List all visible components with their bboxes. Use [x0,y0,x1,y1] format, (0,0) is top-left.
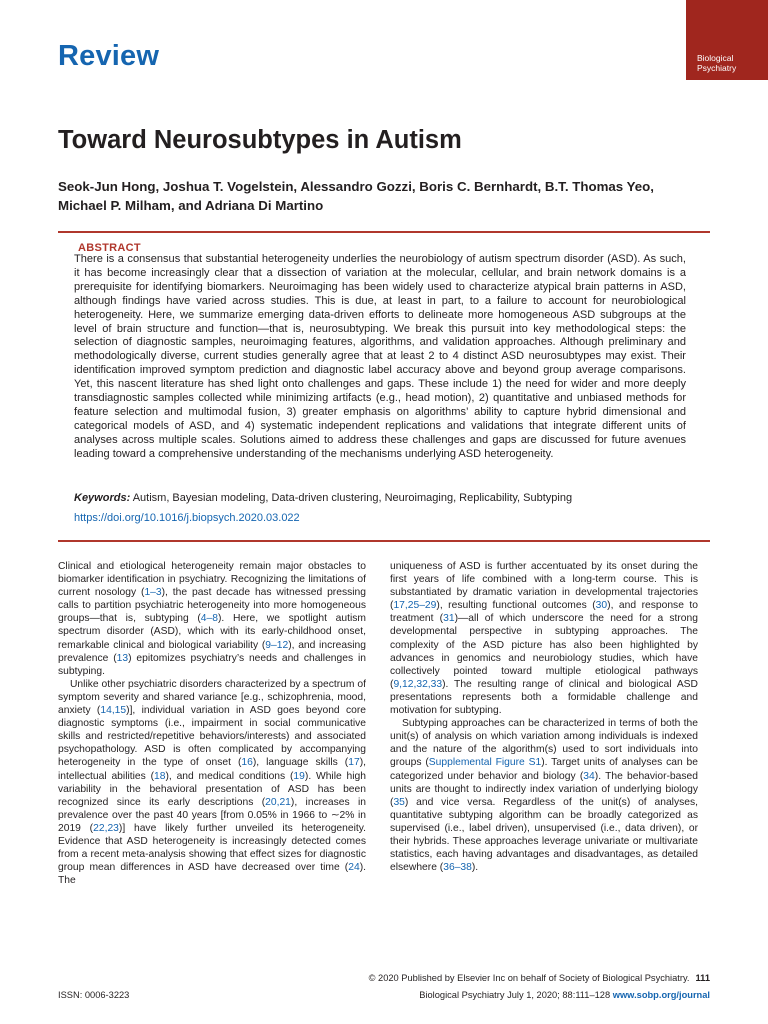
citation-link[interactable]: 31 [443,613,455,625]
citation-link[interactable]: 14,15 [100,705,127,717]
body-paragraph: Subtyping approaches can be characterized in terms of both the unit(s) of analysis on which variation among individuals is indexed and the nature of the algorithm(s) used to sort individuals into groups (Supplemental Figure S1). Target units of analyses can be categorized under behavior and biology (34). The behavior-based units are thought to indirectly index variation of underlying biology (35) and vice versa. Regardless of the unit(s) of analyses, quantitative subtyping algorithm can be broadly categorized as supervised (i.e., label driven), unsupervised (i.e., data driven), or their hybrids. These approaches leverage univariate or multivariate statistics, each having advantages and disadvantages, as detailed elsewhere (36–38). [390,718,698,874]
abstract-bottom-rule [58,540,710,542]
body-column-right [390,560,698,874]
journal-citation [419,990,710,1000]
citation-link[interactable]: 34 [583,770,595,782]
page-number: 111 [695,973,710,983]
citation-link[interactable]: 4–8 [200,613,218,625]
citation-link[interactable]: 19 [293,770,305,782]
issn: ISSN: 0006-3223 [58,990,130,1000]
authors-line-2: Michael P. Milham, and Adriana Di Martino [58,198,324,213]
copyright-line [369,973,710,983]
journal-url-link[interactable]: www.sobp.org/journal [612,990,710,1000]
authors-line-1: Seok-Jun Hong, Joshua T. Vogelstein, Alessandro Gozzi, Boris C. Bernhardt, B.T. Thomas Yeo, [58,179,655,194]
copyright-text: © 2020 Published by Elsevier Inc on behalf of Society of Biological Psychiatry. [368,973,690,983]
citation-link[interactable]: 16 [241,757,253,769]
citation-link[interactable]: 1–3 [144,587,162,599]
keywords-label: Keywords: [74,492,131,504]
citation-link[interactable]: 24 [348,862,360,874]
body-paragraph: Clinical and etiological heterogeneity remain major obstacles to biomarker identification in psychiatry. Recognizing the limitations of current nosology (1–3), the past decade has witnessed pressing calls to partition psychiatric heterogeneity into more homogeneous groups—that is, subtyping (4–8). Here, we spotlight autism spectrum disorder (ASD), which with its early-childhood onset, remarkable clinical and biological variability (9–12), and increasing prevalence (13) epitomizes psychiatry’s needs and challenges in subtyping. [58,561,366,677]
supplemental-figure-link[interactable]: Supplemental Figure S1 [428,757,542,769]
journal-badge-line1: Biological [697,53,734,63]
body-paragraph: uniqueness of ASD is further accentuated by its onset during the first years of life combined with a long-term course. This is substantiated by dramatic variation in developmental trajectories (17,25–29), resulting functional outcomes (30), and response to treatment (31)—all of which underscore the need for a strong developmental perspective in subtyping approaches. The complexity of the ASD picture has also been highlighted by advances in genomics and neurobiology studies, which have collectively pointed toward multiple etiological pathways (9,12,32,33). The resulting range of clinical and biological ASD presentations represents both a formidable challenge and motivation for subtyping. [390,561,698,717]
body-paragraph: Unlike other psychiatric disorders characterized by a spectrum of symptom severity and shared variance [e.g., schizophrenia, mood, anxiety (14,15)], individual variation in ASD goes beyond core diagnostic symptoms (i.e., impairment in social communicative skills and restricted/repetitive behaviors/interests) and associated psychopathology. ASD is often complicated by accompanying heterogeneity in the type of onset (16), language skills (17), intellectual abilities (18), and medical conditions (19). While high variability in the behavioral presentation of ASD has been recognized since its early descriptions (20,21), increases in prevalence over the past 40 years [from 0.05% in 1966 to ∼2% in 2019 (22,23)] have likely further unveiled its heterogeneity. Evidence that ASD heterogeneity is increasingly detected comes from a recent meta-analysis showing that effect sizes for diagnostic group mean differences in ASD have decreased over time (24). The [58,678,366,887]
journal-badge [686,0,768,80]
citation-link[interactable]: 17 [348,757,360,769]
citation-link[interactable]: 17,25–29 [393,600,437,612]
citation-text: Biological Psychiatry July 1, 2020; 88:111–128 [419,990,613,1000]
keywords [74,492,694,504]
citation-link[interactable]: 36–38 [443,862,472,874]
abstract-top-rule [58,231,710,233]
keywords-list: Autism, Bayesian modeling, Data-driven clustering, Neuroimaging, Replicability, Subtyping [130,492,573,504]
author-list [58,177,718,215]
citation-link[interactable]: 9,12,32,33 [393,678,443,690]
citation-link[interactable]: 13 [116,652,129,664]
citation-link[interactable]: 22,23 [93,822,119,834]
section-label: Review [58,40,160,72]
body-column-left [58,560,366,887]
abstract-heading: ABSTRACT [78,242,141,254]
abstract-text: There is a consensus that substantial heterogeneity underlies the neurobiology of autism spectrum disorder (ASD). As such, it has become increasingly clear that a dissection of variation at the molecular, cellular, and brain network domains is a prerequisite for identifying biomarkers. Neuroimaging has been widely used to characterize atypical brain patterns in ASD, although findings have varied across studies. This is due, at least in part, to a failure to account for neurobiological heterogeneity. Here, we summarize emerging data-driven efforts to delineate more homogeneous ASD subgroups at the level of brain structure and function—that is, neurosubtyping. We break this pursuit into key methodological steps: the selection of diagnostic samples, neuroimaging features, algorithms, and validation approaches. Although preliminary and methodologically diverse, current studies generally agree that at least 2 to 4 distinct ASD neurosubtypes may exist. Their identification improved symptom prediction and diagnostic label accuracy above and beyond group average comparisons. Yet, this nascent literature has shed light onto challenges and gaps. These include 1) the need for wider and more deeply transdiagnostic samples collected while minimizing artifacts (e.g., head motion), 2) quantitative and unbiased methods for feature selection and multimodal fusion, 3) greater emphasis on algorithms’ ability to capture hybrid dimensional and categorical models of ASD, and 4) systematic independent replications and validations that integrate different units of analyses across multiple scales. Solutions aimed to address these challenges and gaps are discussed for future avenues leading toward a comprehensive understanding of the mechanisms underlying ASD heterogeneity. [74,253,686,460]
doi-link[interactable]: https://doi.org/10.1016/j.biopsych.2020.03.022 [74,512,300,524]
citation-link[interactable]: 9–12 [265,639,289,651]
citation-link[interactable]: 18 [154,770,166,782]
citation-link[interactable]: 35 [393,796,405,808]
article-title: Toward Neurosubtypes in Autism [58,126,462,154]
citation-link[interactable]: 20,21 [265,796,291,808]
journal-badge-line2: Psychiatry [697,63,737,73]
citation-link[interactable]: 30 [595,600,608,612]
